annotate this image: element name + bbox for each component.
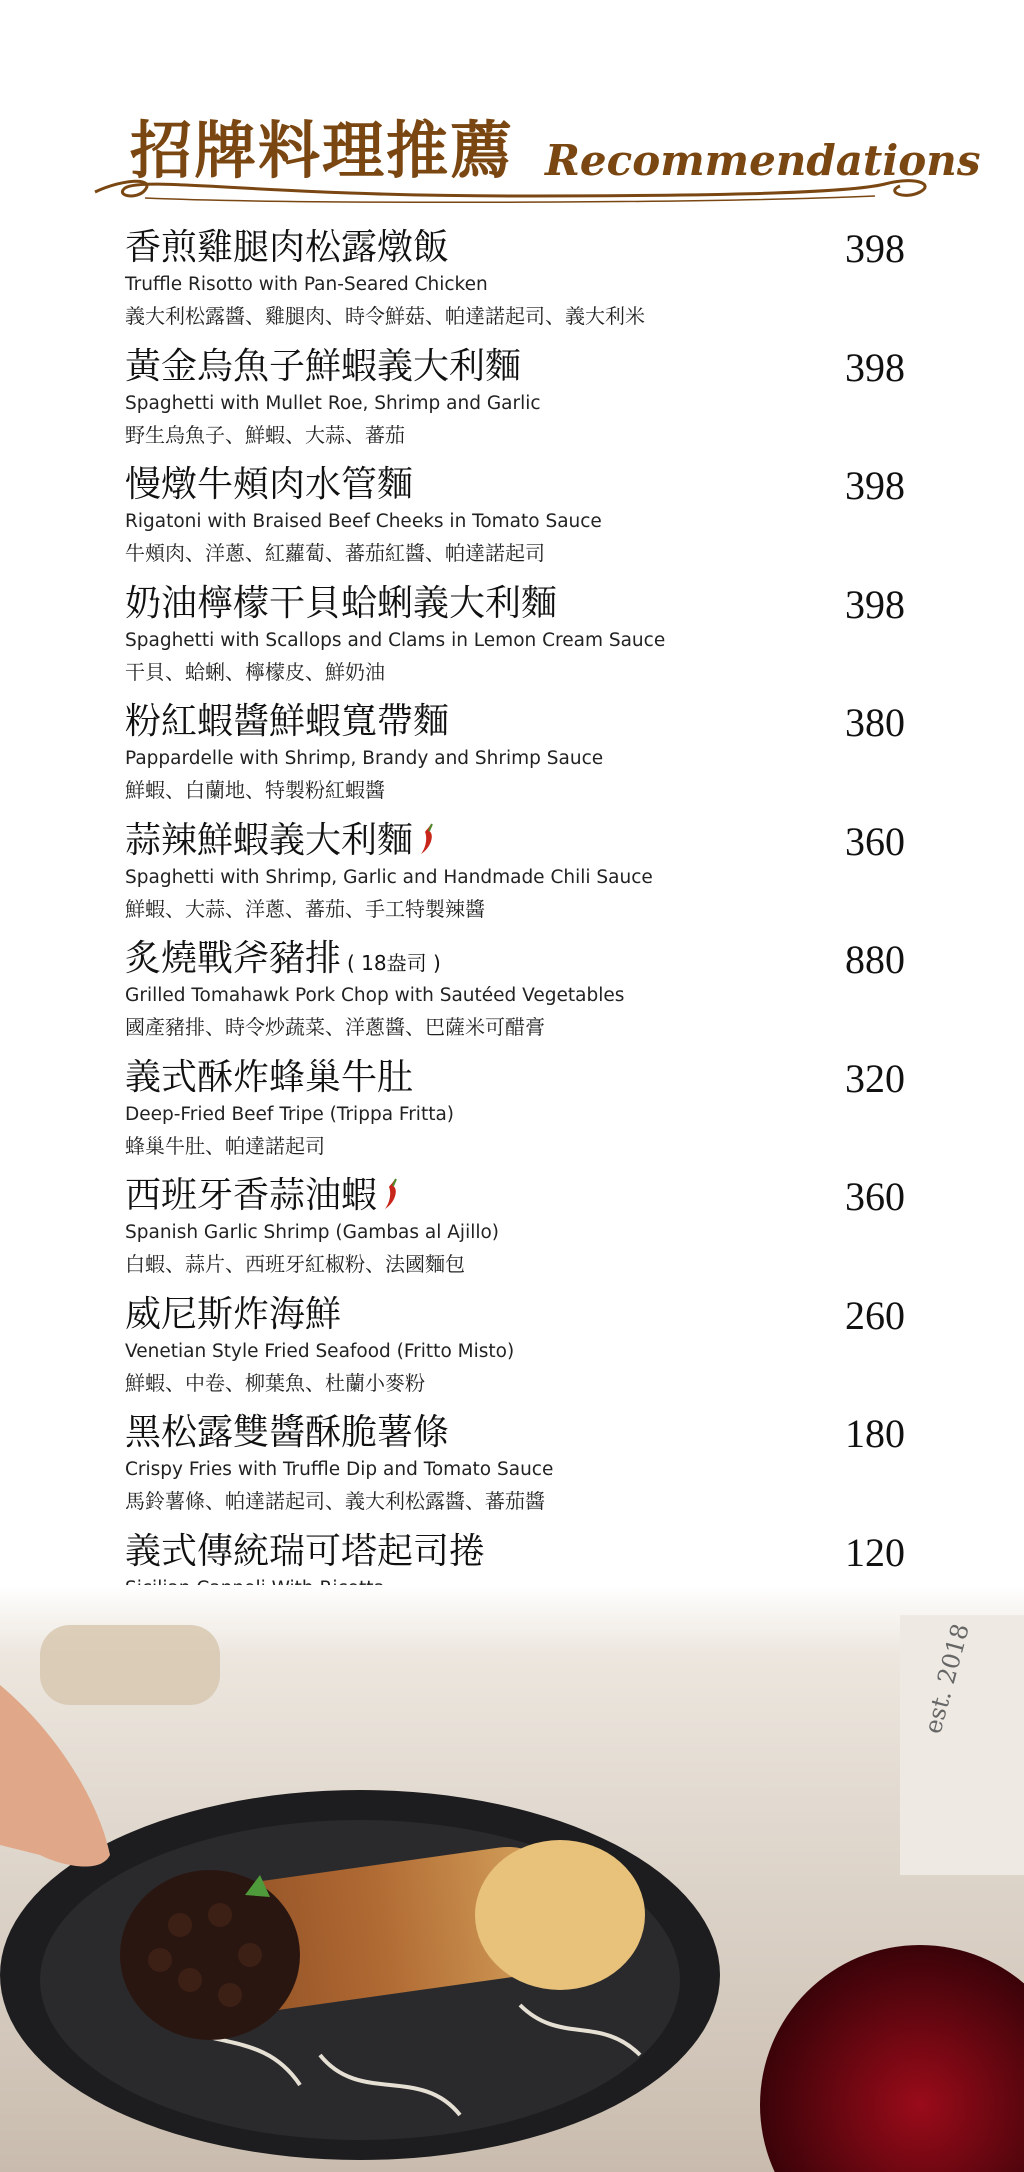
page-title-en: Recommendations	[545, 136, 981, 185]
menu-item	[125, 694, 905, 813]
menu-item-name-text: 粉紅蝦醬鮮蝦寬帶麵	[125, 701, 450, 742]
menu-item	[125, 1405, 905, 1524]
menu-item-name-en: Spaghetti with Scallops and Clams in Lemon Cream Sauce	[125, 629, 666, 651]
menu-item	[125, 220, 905, 339]
menu-item-name-en: Spaghetti with Shrimp, Garlic and Handmade Chili Sauce	[125, 866, 653, 888]
menu-item-price: 880	[845, 937, 905, 982]
menu-item-name-zh	[125, 1293, 341, 1337]
menu-list	[125, 220, 905, 1642]
menu-item-description: 鮮蝦、白蘭地、特製粉紅蝦醬	[125, 778, 385, 802]
menu-item-name-zh	[125, 463, 413, 507]
menu-item-name-text: 黃金烏魚子鮮蝦義大利麵	[125, 345, 522, 387]
menu-item-price: 260	[845, 1292, 905, 1338]
menu-item-name-en: Spaghetti with Mullet Roe, Shrimp and Garlic	[125, 392, 541, 414]
chili-pepper-icon	[417, 822, 439, 867]
menu-item-name-zh	[125, 1530, 485, 1574]
menu-item-name-zh	[125, 937, 441, 985]
menu-item-description: 鮮蝦、大蒜、洋蔥、蕃茄、手工特製辣醬	[125, 896, 485, 921]
menu-item-price: 380	[845, 700, 905, 745]
menu-item-name-zh	[125, 819, 439, 867]
menu-item-price: 398	[845, 463, 905, 508]
menu-item	[125, 1168, 905, 1287]
menu-item-name-text: 義式傳統瑞可塔起司捲	[125, 1530, 486, 1572]
menu-item-name-text: 香煎雞腿肉松露燉飯	[125, 227, 450, 268]
menu-item-price: 398	[845, 344, 905, 390]
chili-pepper-icon	[381, 1177, 403, 1222]
menu-item-name-zh	[125, 700, 449, 744]
menu-item-name-zh	[125, 582, 557, 626]
menu-item	[125, 1050, 905, 1169]
menu-item-description: 馬鈴薯條、帕達諾起司、義大利松露醬、蕃茄醬	[125, 1489, 545, 1513]
menu-item-name-zh	[125, 1174, 403, 1222]
menu-item-name-zh	[125, 1411, 449, 1455]
menu-item-description: 義大利松露醬、雞腿肉、時令鮮菇、帕達諾起司、義大利米	[125, 304, 645, 328]
menu-item-name-text: 西班牙香蒜油蝦	[125, 1175, 378, 1216]
menu-item-description: 鮮蝦、中卷、柳葉魚、杜蘭小麥粉	[125, 1370, 425, 1395]
menu-item-description: 牛頰肉、洋蔥、紅蘿蔔、蕃茄紅醬、帕達諾起司	[125, 541, 545, 565]
menu-item-name-en: Crispy Fries with Truffle Dip and Tomato Sauce	[125, 1459, 554, 1480]
menu-item-name-en: Deep-Fried Beef Tripe (Trippa Fritta)	[125, 1103, 455, 1125]
menu-item-name-text: 奶油檸檬干貝蛤蜊義大利麵	[125, 582, 558, 624]
menu-item-description: 白蝦、蒜片、西班牙紅椒粉、法國麵包	[125, 1252, 465, 1276]
menu-item-name-en: Pappardelle with Shrimp, Brandy and Shrimp Sauce	[125, 748, 604, 769]
menu-item-description: 蜂巢牛肚、帕達諾起司	[125, 1133, 325, 1158]
menu-item-name-text: 義式酥炸蜂巢牛肚	[125, 1056, 414, 1098]
page-title-zh: 招牌料理推薦	[130, 114, 515, 187]
menu-item-name-en: Venetian Style Fried Seafood (Fritto Misto)	[125, 1340, 515, 1362]
newspaper-text: est. 2018	[918, 1620, 975, 1737]
menu-item	[125, 339, 905, 458]
menu-item	[125, 813, 905, 932]
menu-item-price: 120	[845, 1529, 905, 1575]
menu-item-name-text: 威尼斯炸海鮮	[125, 1293, 342, 1335]
menu-item	[125, 457, 905, 576]
menu-item-name-text: 蒜辣鮮蝦義大利麵	[125, 819, 414, 861]
menu-item-description: 干貝、蛤蜊、檸檬皮、鮮奶油	[125, 659, 385, 684]
menu-header	[85, 112, 981, 207]
menu-item-price: 360	[845, 1174, 905, 1219]
menu-item-note: ( 18盎司 )	[347, 951, 441, 975]
menu-item	[125, 931, 905, 1050]
menu-item-description: 野生烏魚子、鮮蝦、大蒜、蕃茄	[125, 422, 405, 447]
menu-item	[125, 576, 905, 695]
menu-item-name-zh	[125, 345, 521, 389]
menu-item-price: 398	[845, 581, 905, 627]
menu-item	[125, 1287, 905, 1406]
menu-item-name-en: Grilled Tomahawk Pork Chop with Sautéed Vegetables	[125, 985, 625, 1006]
menu-item-price: 360	[845, 818, 905, 864]
menu-item-name-text: 黑松露雙醬酥脆薯條	[125, 1412, 450, 1453]
menu-item-name-text: 慢燉牛頰肉水管麵	[125, 464, 414, 505]
menu-item-price: 320	[845, 1055, 905, 1101]
cannoli-photo	[0, 1585, 1024, 2172]
menu-item-name-text: 炙燒戰斧豬排	[125, 938, 342, 979]
menu-item-name-en: Rigatoni with Braised Beef Cheeks in Tomato Sauce	[125, 511, 602, 532]
menu-item-name-zh	[125, 226, 449, 270]
menu-item-price: 398	[845, 226, 905, 271]
menu-item-price: 180	[845, 1411, 905, 1456]
menu-item-name-zh	[125, 1056, 413, 1100]
menu-item-description: 國產豬排、時令炒蔬菜、洋蔥醬、巴薩米可醋膏	[125, 1015, 545, 1039]
menu-item-name-en: Truffle Risotto with Pan-Seared Chicken	[125, 274, 488, 295]
menu-item-name-en: Spanish Garlic Shrimp (Gambas al Ajillo)	[125, 1222, 500, 1243]
